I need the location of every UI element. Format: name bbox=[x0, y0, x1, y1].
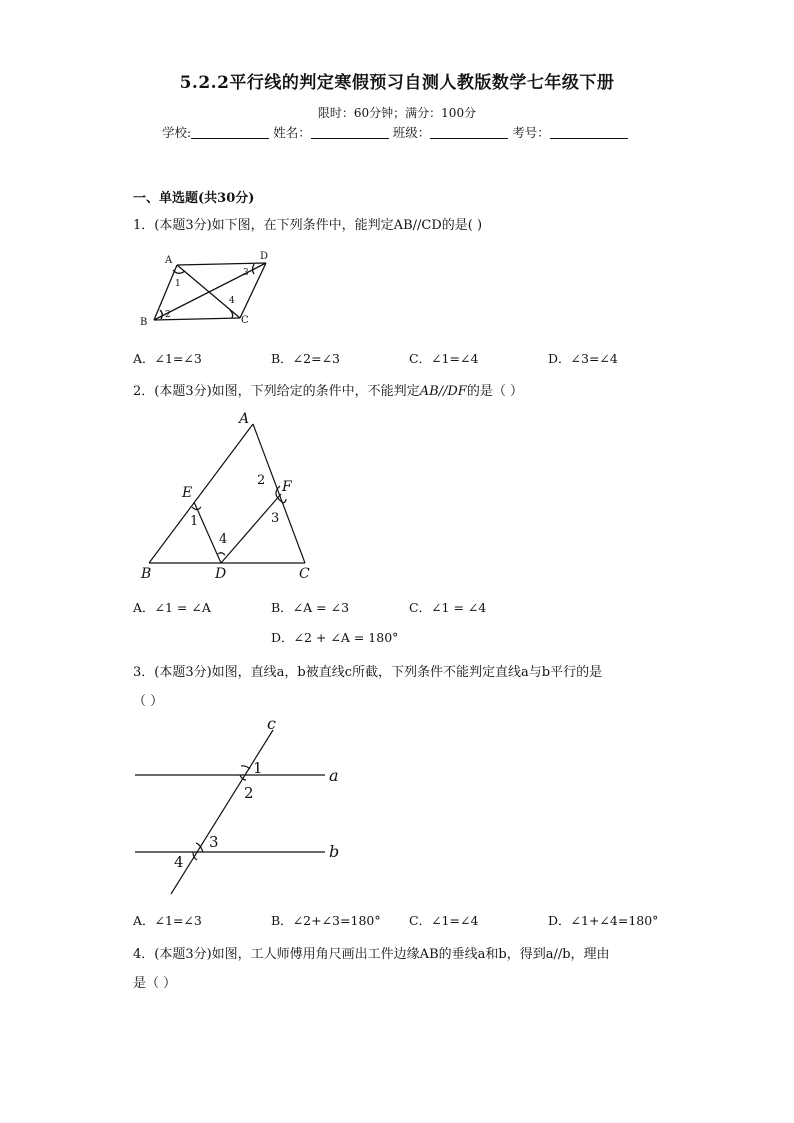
q3-option-a[interactable]: A．∠1=∠3 bbox=[133, 913, 202, 928]
exam-no-label: 考号： bbox=[512, 125, 550, 140]
angle-1-label: 1 bbox=[253, 759, 263, 777]
angle-2-label: 2 bbox=[165, 310, 171, 320]
line-a-label: a bbox=[329, 766, 339, 785]
segment-bd bbox=[154, 263, 266, 320]
question-2-text bbox=[133, 380, 523, 399]
question-1-text: 1．(本题3分)如下图，在下列条件中，能判定AB//CD的是( ) bbox=[133, 218, 483, 233]
angle-2-label: 2 bbox=[244, 784, 254, 802]
q2-text-pre: 2．(本题3分)如图，下列给定的条件中，不能判定 bbox=[133, 384, 420, 399]
question-3-text-line1: 3．(本题3分)如图，直线a，b被直线c所截，下列条件不能判定直线a与b平行的是 bbox=[133, 665, 603, 680]
page-title: 5.2.2平行线的判定寒假预习自测人教版数学七年级下册 bbox=[179, 73, 615, 93]
angle-2-arc bbox=[160, 310, 162, 319]
q1-option-b[interactable]: B．∠2=∠3 bbox=[271, 351, 341, 366]
line-c-label: c bbox=[267, 714, 276, 733]
q3-option-c[interactable]: C．∠1=∠4 bbox=[409, 913, 479, 928]
q2-text-post: 的是（ ） bbox=[466, 384, 523, 399]
angle-4-label: 4 bbox=[229, 296, 235, 306]
point-f-label: F bbox=[282, 479, 292, 495]
school-label: 学校: bbox=[162, 125, 192, 140]
question-3-text-line2: （ ） bbox=[133, 694, 164, 709]
angle-4-arc bbox=[218, 553, 225, 555]
point-b-label: B bbox=[140, 317, 148, 328]
q2-text-math: AB//DF bbox=[419, 384, 467, 399]
q1-option-c[interactable]: C．∠1=∠4 bbox=[409, 351, 479, 366]
question-4-text-line1: 4．(本题3分)如图，工人师傅用角尺画出工件边缘AB的垂线a和b，得到a//b，理由 bbox=[133, 947, 610, 962]
class-blank[interactable] bbox=[430, 126, 508, 139]
angle-3-arc bbox=[283, 499, 286, 503]
q3-option-b[interactable]: B．∠2+∠3=180° bbox=[271, 913, 381, 928]
point-a-label: A bbox=[239, 411, 250, 427]
angle-3-label: 3 bbox=[209, 833, 219, 851]
segment-df bbox=[221, 494, 281, 563]
question-4-text-line2: 是（ ） bbox=[133, 976, 177, 991]
question-3-figure bbox=[133, 714, 353, 896]
line-c bbox=[171, 730, 273, 894]
line-b-label: b bbox=[329, 842, 340, 861]
q1-option-a[interactable]: A．∠1=∠3 bbox=[133, 351, 202, 366]
segment-ac bbox=[253, 424, 305, 563]
point-b-label: B bbox=[141, 566, 152, 582]
point-c-label: C bbox=[241, 315, 249, 326]
exam-no-blank[interactable] bbox=[550, 126, 628, 139]
school-blank[interactable] bbox=[191, 126, 269, 139]
q2-option-c[interactable]: C．∠1 = ∠4 bbox=[409, 600, 487, 615]
q2-option-a[interactable]: A．∠1 = ∠A bbox=[133, 600, 211, 615]
question-2-figure bbox=[133, 406, 323, 584]
name-blank[interactable] bbox=[311, 126, 389, 139]
angle-2-label: 2 bbox=[257, 473, 266, 488]
point-d-label: D bbox=[260, 251, 269, 262]
name-label: 姓名： bbox=[273, 125, 311, 140]
angle-4-label: 4 bbox=[174, 853, 184, 871]
angle-1-label: 1 bbox=[175, 279, 181, 289]
segment-ab bbox=[149, 424, 253, 563]
question-1-figure bbox=[133, 244, 283, 334]
q1-option-d[interactable]: D．∠3=∠4 bbox=[548, 351, 618, 366]
q2-option-b[interactable]: B．∠A = ∠3 bbox=[271, 600, 350, 615]
q2-option-d[interactable]: D．∠2 + ∠A = 180° bbox=[271, 630, 399, 645]
angle-1-label: 1 bbox=[190, 514, 199, 529]
class-label: 班级： bbox=[392, 125, 431, 140]
point-e-label: E bbox=[182, 485, 193, 501]
point-c-label: C bbox=[299, 566, 310, 582]
segment-ed bbox=[194, 502, 221, 563]
angle-4-label: 4 bbox=[219, 532, 228, 547]
angle-3-label: 3 bbox=[243, 268, 249, 278]
exam-limits: 限时：60分钟；满分：100分 bbox=[317, 106, 477, 120]
student-info-line bbox=[162, 123, 628, 141]
segment-ad bbox=[177, 263, 266, 265]
angle-1-arc bbox=[241, 766, 250, 769]
section-heading: 一、单选题(共30分) bbox=[133, 191, 255, 206]
point-a-label: A bbox=[165, 255, 173, 266]
point-d-label: D bbox=[215, 566, 227, 582]
angle-3-label: 3 bbox=[271, 511, 280, 526]
q3-option-d[interactable]: D．∠1+∠4=180° bbox=[548, 913, 659, 928]
